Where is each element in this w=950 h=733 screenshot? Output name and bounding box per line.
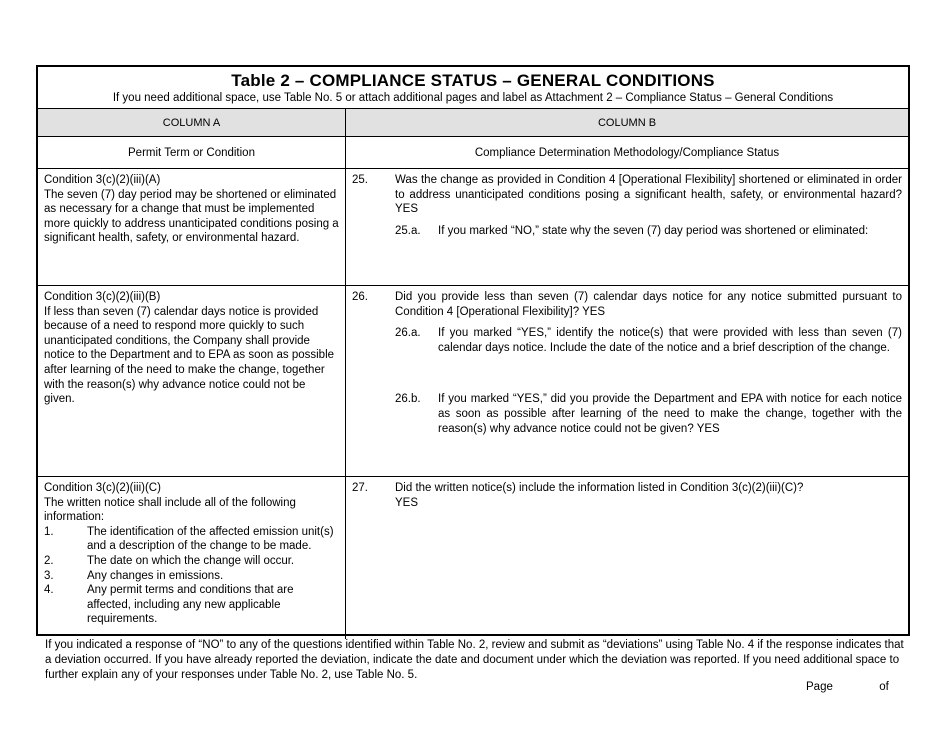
sub-question-text: If you marked “NO,” state why the seven (7) day period was shortened or eliminated:: [438, 224, 869, 237]
question-number: 26.: [352, 291, 368, 303]
response-cell[interactable]: [346, 169, 908, 285]
question-number: 27.: [352, 482, 368, 494]
condition-text: The seven (7) day period may be shortened or eliminated as necessary for a change that must be implemented more quickly to address unanticipated conditions posing a significant health, safety, or environmental hazard.: [44, 188, 339, 245]
condition-ref: Condition 3(c)(2)(iii)(A): [44, 174, 161, 186]
page-number-line: [806, 681, 889, 693]
condition-text: If less than seven (7) calendar days notice is provided because of a need to respond more quickly to such unanticipated conditions, the Company shall provide notice to the Department and to EPA as soon as possible after learning of the need to make the change, together with the reason(s) why advance notice could not be given.: [44, 305, 335, 406]
question-number: 25.: [352, 174, 368, 186]
sub-question: [395, 326, 902, 355]
column-a-subheader: Permit Term or Condition: [38, 137, 346, 168]
sub-question-number: 26.a.: [395, 327, 421, 340]
sub-question: [395, 224, 902, 239]
list-item-text: Any changes in emissions.: [87, 569, 224, 582]
response-cell[interactable]: [346, 477, 908, 639]
list-item-number: 1.: [44, 525, 54, 538]
condition-text: The written notice shall include all of the following information:: [44, 496, 296, 524]
condition-cell: [38, 477, 346, 639]
table-row: [38, 286, 908, 477]
table-row: [38, 477, 908, 639]
compliance-table: [36, 65, 910, 636]
question-answer: YES: [395, 496, 419, 509]
column-header-row: [38, 109, 908, 137]
question-text: Did you provide less than seven (7) calendar days notice for any notice submitted pursuant to Condition 4 [Operational Flexibility]? YES: [395, 291, 902, 318]
list-item-text: Any permit terms and conditions that are affected, including any new applicable requirements.: [87, 584, 294, 626]
condition-ref: Condition 3(c)(2)(iii)(C): [44, 482, 161, 494]
footer-note: If you indicated a response of “NO” to any of the questions identified within Table No. 2, review and submit as “deviations” using Table No. 4 if the response indicates that a deviation occurred. If you have already reported the deviation, indicate the date and document under which the deviation was reported. If you need additional space to further explain any of your responses under Table No. 2, use Table No. 5.: [45, 639, 904, 681]
list-item-number: 3.: [44, 569, 54, 582]
list-item-text: The identification of the affected emission unit(s) and a description of the change to be made.: [87, 525, 334, 553]
condition-ref: Condition 3(c)(2)(iii)(B): [44, 291, 161, 303]
question-text: [395, 481, 902, 510]
sub-question-text: If you marked “YES,” did you provide the Department and EPA with notice for each notice as soon as possible after learning of the need to make the change, together with the reason(s) why advance notice could not be given? YES: [438, 393, 902, 435]
condition-cell: [38, 169, 346, 285]
response-cell[interactable]: [346, 286, 908, 476]
column-b-header: COLUMN B: [597, 116, 657, 129]
table-row: [38, 169, 908, 286]
column-subheader-row: [38, 137, 908, 169]
list-item-text: The date on which the change will occur.: [87, 554, 295, 567]
question-text: Was the change as provided in Condition 4 [Operational Flexibility] shortened or eliminated in order to address unanticipated conditions posing a significant health, safety, or environmental hazard? YES: [395, 174, 902, 216]
list-item: [44, 525, 339, 554]
sub-question-number: 26.b.: [395, 393, 421, 406]
question-text-line: Did the written notice(s) include the information listed in Condition 3(c)(2)(iii)(C)?: [395, 482, 804, 494]
column-a-header: COLUMN A: [38, 109, 346, 136]
list-item-number: 4.: [44, 584, 54, 597]
table-title-block: [38, 67, 908, 109]
list-item: [44, 554, 339, 569]
question: [352, 290, 902, 319]
column-b-subheader: Compliance Determination Methodology/Compliance Status: [474, 146, 780, 159]
question: [352, 173, 902, 217]
table-subtitle: If you need additional space, use Table No. 5 or attach additional pages and label as Attachment 2 – Compliance Status – General Conditions: [112, 92, 834, 104]
list-item: [44, 569, 339, 584]
table-title: Table 2 – COMPLIANCE STATUS – GENERAL CONDITIONS: [231, 71, 715, 90]
list-item-number: 2.: [44, 554, 54, 567]
question: [352, 481, 902, 510]
list-item: [44, 583, 339, 627]
condition-cell: [38, 286, 346, 476]
sub-question: [395, 392, 902, 436]
sub-question-number: 25.a.: [395, 224, 421, 237]
sub-question-text: If you marked “YES,” identify the notice(s) that were provided with less than seven (7) calendar days notice. Include the date of the notice and a brief description of the change.: [438, 327, 902, 354]
of-label: of: [879, 681, 889, 693]
page-label: Page: [806, 681, 833, 693]
